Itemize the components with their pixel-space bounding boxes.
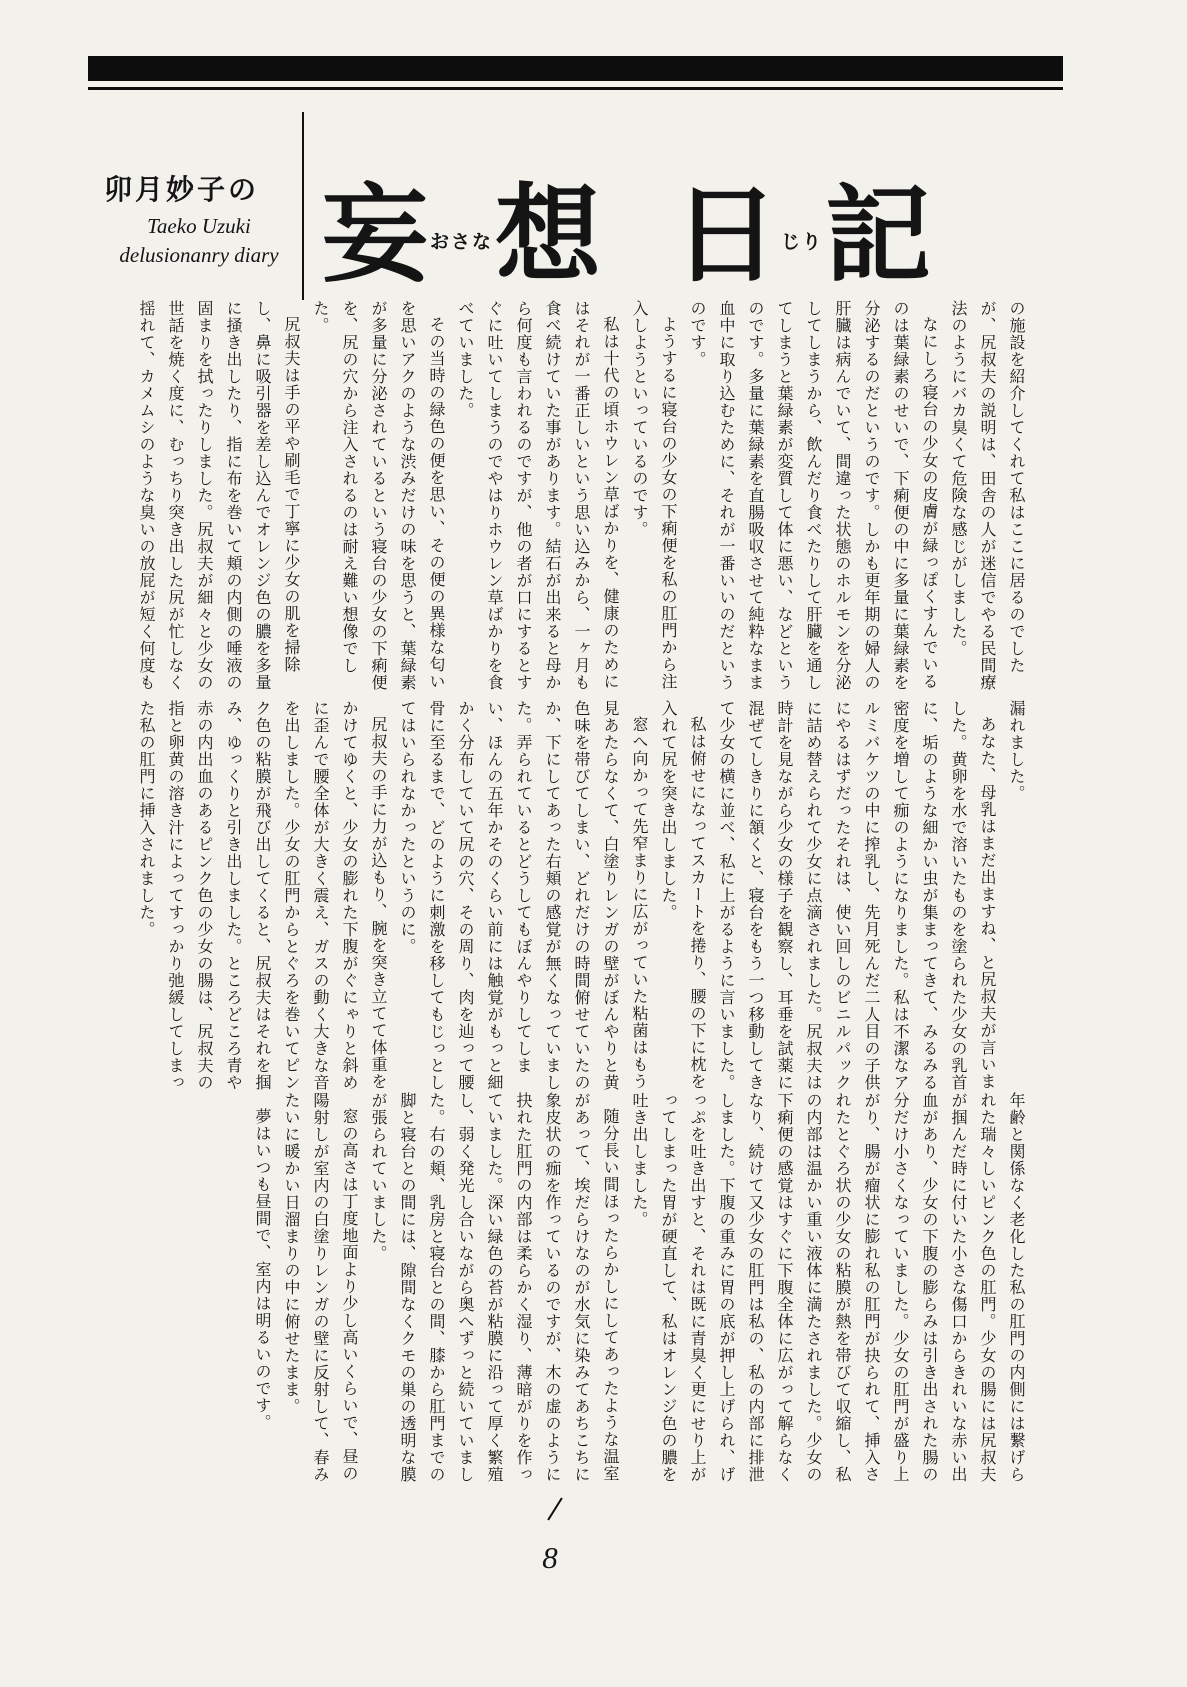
title-char-nichi: 日 [673,178,780,295]
title-furigana-jiri: じり [781,232,824,253]
title-furigana-osana: おさな [430,232,494,253]
paragraph: 尻叔夫の手に力が込もり、腕を突き立てて体重をかけてゆくと、少女の膨れた下腹がぐにゃりと斜めに歪んで腰全体が大きく震え、ガスの動く大きな音を出しました。少女の肛門からとぐろを巻いてピンク色の粘膜が飛び出してくると、尻叔夫はそれを掴み、ゆっくりと引き出しました。ところどころ青や赤の内出血のあるピンク色の少女の腸は、尻叔夫の指と卵黄の溶き汁によってすっかり弛緩してしまった私の肛門に挿入されました。 [137,700,386,1091]
paragraph: 尻叔夫は手の平や刷毛で丁寧に少女の肌を掃除し、鼻に吸引器を差し込んでオレンジ色の膿を多量に掻き出したり、指に布を巻いて頬の内側の唾液の固まりを拭ったりしました。尻叔夫が細々と少女の世話を焼く度に、むっちり突き出した尻が忙しなく揺れて、カメムシのような臭いの放屁が短く何度も [137,300,299,691]
author-name-japanese: 卯月妙子の [104,175,260,206]
paragraph: 私は十代の頃ホウレン草ばかりを、健康のためにはそれが一番正しいという思い込みから、一ヶ月も食べ続けていた事があります。結石が出来ると母から何度も言われるのですが、他の者が口にするとすぐに吐いてしまうのでやはりホウレン草ばかりを食べていました。 [456,300,618,691]
text-block-1 [100,300,1030,694]
text-block-3 [100,1092,1030,1486]
paragraph: あなた、母乳はまだ出ますね、と尻叔夫が言いました。黄卵を水で溶いたものを塗られた少女の乳首に、垢のような細かい虫が集まってきて、みるみる密度を増して痂のようになりました。私は不潔なアルミバケツの中に搾乳し、先月死んだ二人目の子供にやるはずだったそれは、使い回しのビニルパックに詰め替えられて少女に点滴されました。尻叔夫は時計を見ながら少女の様子を観察し、耳垂を試薬に混ぜてしきりに頷くと、寝台をもう一つ移動してきて少女の横に並べ、私に上がるように言いました。 [717,700,995,1091]
author-block [104,168,294,268]
paragraph: その当時の緑色の便を思い、その便の異様な匂いを思いアクのような渋みだけの味を思うと、葉緑素が多量に分泌されているという寝台の少女の下痢便を、尻の穴から注入されるのは耐え難い想像でした。 [311,300,444,691]
page-title [322,158,962,295]
paragraph: 年齢と関係なく老化した私の肛門の内側には繋げられた瑞々しいピンク色の肛門。少女の腸には尻叔夫が掴んだ時に付いた小さな傷口からきれいな赤い出血があり、少女の下腹の膨らみは引き出された腸の分だけ小さくなっていました。少女の肛門が盛り上がり、腸が瘤状に膨れ私の肛門が抉られて、挿入されたとぐろ状の少女の粘膜が熱を帯びて収縮し、私の内部は温かい重い液体に満たされました。少女の下痢便の感覚はすぐに下腹全体に広がって解らなくなり、続けて又少女の肛門は私の、私の内部に排泄しました。下腹の重みに胃の底が押し上げられ、げっぷを吐き出すと、それは既に青臭く更にせり上がってしまった胃が硬直して、私はオレンジ色の膿を吐き出しました。 [630,1092,1024,1483]
author-subtitle-english: delusionanry diary [119,243,279,267]
text-block-2 [100,700,1030,1094]
paragraph: の施設を紹介してくれて私はここに居るのでしたが、尻叔夫の説明は、田舎の人が迷信でやる民間療法のようにバカ臭くて危険な感じがしました。 [949,300,1024,691]
paragraph: 漏れました。 [1007,700,1024,802]
paragraph: 随分長い間ほったらかしにしてあったような温室があって、埃だらけなのが水気に染みてあちこちに象皮状の痂を作っているのですが、木の虚のように抉れた肛門の内部は柔らかく湿り、薄暗がりを作っていました。深い緑色の苔が粘膜に沿って厚く繁殖し、弱く発光し合いながら奥へずっと続いていました。右の頬、乳房と寝台との間、膝から肛門までの脚と寝台との間には、隙間なくクモの巣の透明な膜が張られていました。 [369,1092,618,1483]
paragraph: なにしろ寝台の少女の皮膚が緑っぽくすんでいるのは葉緑素のせいで、下痢便の中に多量に葉緑素を分泌するのだというのです。しかも更年期の婦人の肝臓は病んでいて、間違った状態のホルモンを分泌してしまうから、飲んだり食べたりして肝臓を通してしまうと葉緑素が変質して体に悪い、などというのです。多量に葉緑素を直腸吸収させて純粋なまま血中に取り込むために、それが一番いいのだというのです。 [688,300,937,691]
title-char-sou: 想 [495,178,602,295]
page-number: 8 [542,1540,558,1575]
paragraph: 窓の高さは丁度地面より少し高いくらいで、昼の陽射しが室内の白塗りレンガの壁に反射して、春みたいに暖かい日溜まりの中に俯せたまま。 [282,1092,357,1483]
title-char-ki: 記 [825,178,932,295]
top-thin-rule [88,87,1063,90]
top-thick-rule [88,56,1063,81]
header-divider-line [302,112,304,300]
author-name-english: Taeko Uzuki [147,214,251,238]
paragraph: ようするに寝台の少女の下痢便を私の肛門から注入しようといっているのです。 [630,300,676,690]
title-char-mou: 妄 [322,178,428,295]
paragraph: 私は俯せになってスカートを捲り、腰の下に枕を入れて尻を突き出しました。 [659,700,705,1090]
paragraph: 夢はいつも昼間で、室内は明るいのです。 [253,1108,270,1431]
paragraph: 窓へ向かって先窄まりに広がっていた粘菌はもう見あたらなくて、白塗りレンガの壁がぼんやりと黄色味を帯びてしまい、どれだけの時間俯せていたのか、下にしてあった右頬の感覚が無くなっていました。弄られているとどうしてもぼんやりしてしまい、ほんの五年かそのくらい前には触覚がもっと細かく分布していて尻の穴、その周り、肉を辿って腰骨に至るまで、どのように刺激を移してもじっとしてはいられなかったというのに。 [398,700,647,1091]
scan-artifact-mark [547,1497,562,1520]
